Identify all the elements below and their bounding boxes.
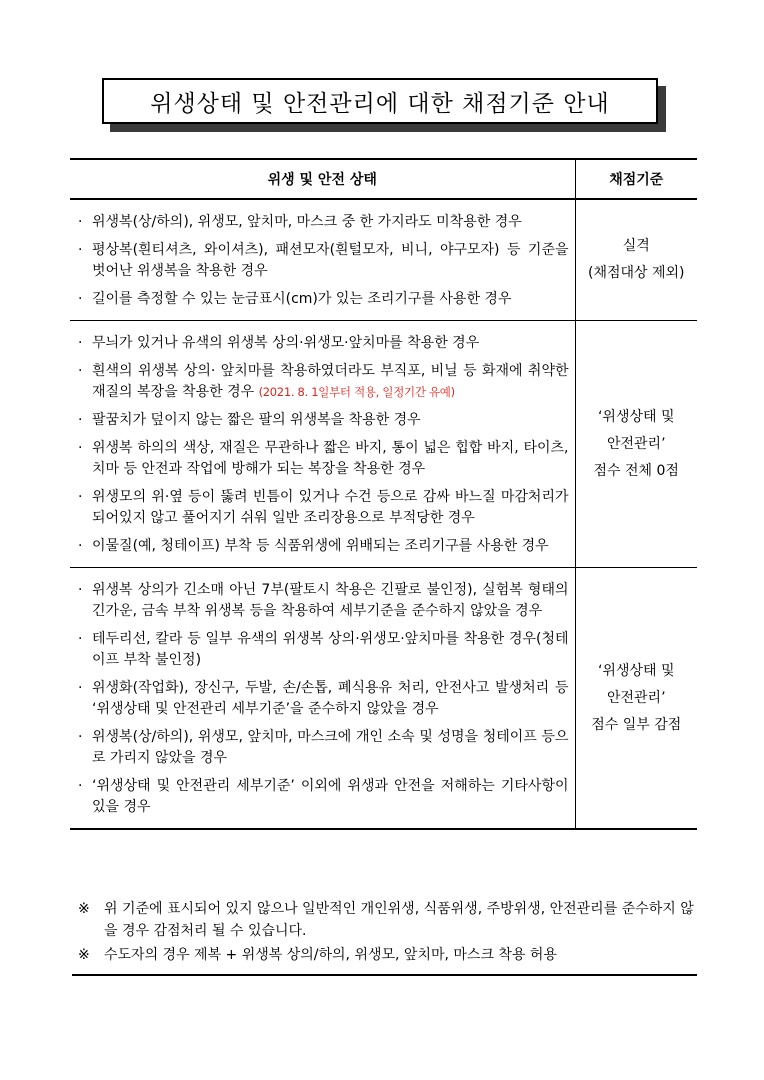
list-item: [78, 727, 569, 769]
bullet: ·: [78, 214, 83, 230]
bullet: ·: [78, 412, 83, 428]
item-text: 평상복(흰티셔츠, 와이셔츠), 패션모자(흰털모자, 비니, 야구모자) 등 기준을 벗어난 위생복을 착용한 경우: [92, 242, 569, 279]
condition-cell: [70, 321, 575, 568]
list-item: [78, 776, 569, 818]
score-line: ‘위생상태 및: [597, 662, 675, 679]
item-text: ‘위생상태 및 안전관리 세부기준’ 이외에 위생과 안전을 저해하는 기타사항이 있을 경우: [92, 778, 569, 815]
bullet: ·: [78, 582, 83, 598]
item-text: 무늬가 있거나 유색의 위생복 상의·위생모·앞치마를 착용한 경우: [92, 335, 480, 351]
bullet: ·: [78, 729, 83, 745]
item-text-main: 흰색의 위생복 상의· 앞치마를 착용하였더라도 부직포, 비닐 등 화재에 취약한 재질의 복장을 착용한 경우: [92, 363, 569, 400]
effective-date-note: (2021. 8. 1일부터 적용, 일정기간 유예): [258, 385, 455, 399]
table-row: [70, 321, 697, 568]
list-item: [78, 361, 569, 403]
condition-cell: [70, 199, 575, 321]
list-item: [78, 333, 569, 354]
score-line: ‘위생상태 및: [597, 408, 675, 425]
bullet: ·: [78, 363, 83, 379]
list-item: [78, 678, 569, 720]
score-line: 안전관리’: [606, 689, 666, 706]
score-line: 점수 전체 0점: [593, 462, 679, 479]
bullet: ·: [78, 680, 83, 696]
list-item: [78, 212, 569, 233]
list-item: [78, 438, 569, 480]
page-title: 위생상태 및 안전관리에 대한 채점기준 안내: [150, 90, 610, 117]
item-text: [92, 361, 569, 403]
header-score: 채점기준: [575, 159, 697, 199]
score-line: (채점대상 제외): [587, 265, 685, 281]
bullet: ·: [78, 335, 83, 351]
bullet: ·: [78, 440, 83, 456]
bullet: ·: [78, 631, 83, 647]
list-item: [78, 536, 569, 557]
item-text: 테두리선, 칼라 등 일부 유색의 위생복 상의·위생모·앞치마를 착용한 경우(청테이프 부착 불인정): [92, 631, 569, 668]
list-item: [78, 410, 569, 431]
item-text: 위생복(상/하의), 위생모, 앞치마, 마스크 중 한 가지라도 미착용한 경우: [92, 214, 522, 230]
table-header-row: [70, 159, 697, 199]
list-item: [78, 289, 569, 310]
score-cell: [575, 321, 697, 568]
score-line: 점수 일부 감점: [591, 716, 682, 733]
footnote-text: 수도자의 경우 제복 + 위생복 상의/하의, 위생모, 앞치마, 마스크 착용 허용: [104, 947, 557, 963]
item-text: 팔꿈치가 덮이지 않는 짧은 팔의 위생복을 착용한 경우: [92, 412, 421, 428]
list-item: [78, 240, 569, 282]
item-text: 위생모의 위·옆 등이 뚫려 빈틈이 있거나 수건 등으로 감싸 바느질 마감처리가 되어있지 않고 풀어지기 쉬워 일반 조리장용으로 부적당한 경우: [92, 489, 569, 526]
item-text: 길이를 측정할 수 있는 눈금표시(cm)가 있는 조리기구를 사용한 경우: [92, 291, 512, 307]
reference-mark-icon: ※: [78, 901, 90, 917]
header-condition: 위생 및 안전 상태: [70, 159, 575, 199]
bullet: ·: [78, 291, 83, 307]
footnote-text: 위 기준에 표시되어 있지 않으나 일반적인 개인위생, 식품위생, 주방위생, 안전관리를 준수하지 않을 경우 감점처리 될 수 있습니다.: [104, 901, 694, 939]
bullet: ·: [78, 242, 83, 258]
item-text: 위생화(작업화), 장신구, 두발, 손/손톱, 폐식용유 처리, 안전사고 발생처리 등 ‘위생상태 및 안전관리 세부기준’을 준수하지 않았을 경우: [92, 680, 569, 717]
score-cell: [575, 199, 697, 321]
list-item: [78, 487, 569, 529]
reference-mark-icon: ※: [78, 947, 90, 963]
list-item: [78, 580, 569, 622]
bullet: ·: [78, 778, 83, 794]
footnotes: [72, 896, 697, 976]
table-row: [70, 199, 697, 321]
score-line: 실격: [622, 238, 650, 254]
bullet: ·: [78, 538, 83, 554]
item-text: 이물질(예, 청테이프) 부착 등 식품위생에 위배되는 조리기구를 사용한 경우: [92, 538, 549, 554]
item-text: 위생복 하의의 색상, 재질은 무관하나 짧은 바지, 통이 넓은 힙합 바지, 타이츠, 치마 등 안전과 작업에 방해가 되는 복장을 착용한 경우: [92, 440, 569, 477]
footnote-item: [72, 944, 697, 966]
page-title-box: [102, 78, 658, 124]
table-row: [70, 568, 697, 830]
item-text: 위생복(상/하의), 위생모, 앞치마, 마스크에 개인 소속 및 성명을 청테이프 등으로 가리지 않았을 경우: [92, 729, 569, 766]
bullet: ·: [78, 489, 83, 505]
item-text: 위생복 상의가 긴소매 아닌 7부(팔토시 착용은 긴팔로 불인정), 실험복 형태의 긴가운, 금속 부착 위생복 등을 착용하여 세부기준을 준수하지 않았을 경우: [92, 582, 569, 619]
score-line: 안전관리’: [606, 435, 666, 452]
condition-cell: [70, 568, 575, 830]
score-cell: [575, 568, 697, 830]
list-item: [78, 629, 569, 671]
footnote-item: [72, 898, 697, 942]
criteria-table: [70, 158, 697, 830]
